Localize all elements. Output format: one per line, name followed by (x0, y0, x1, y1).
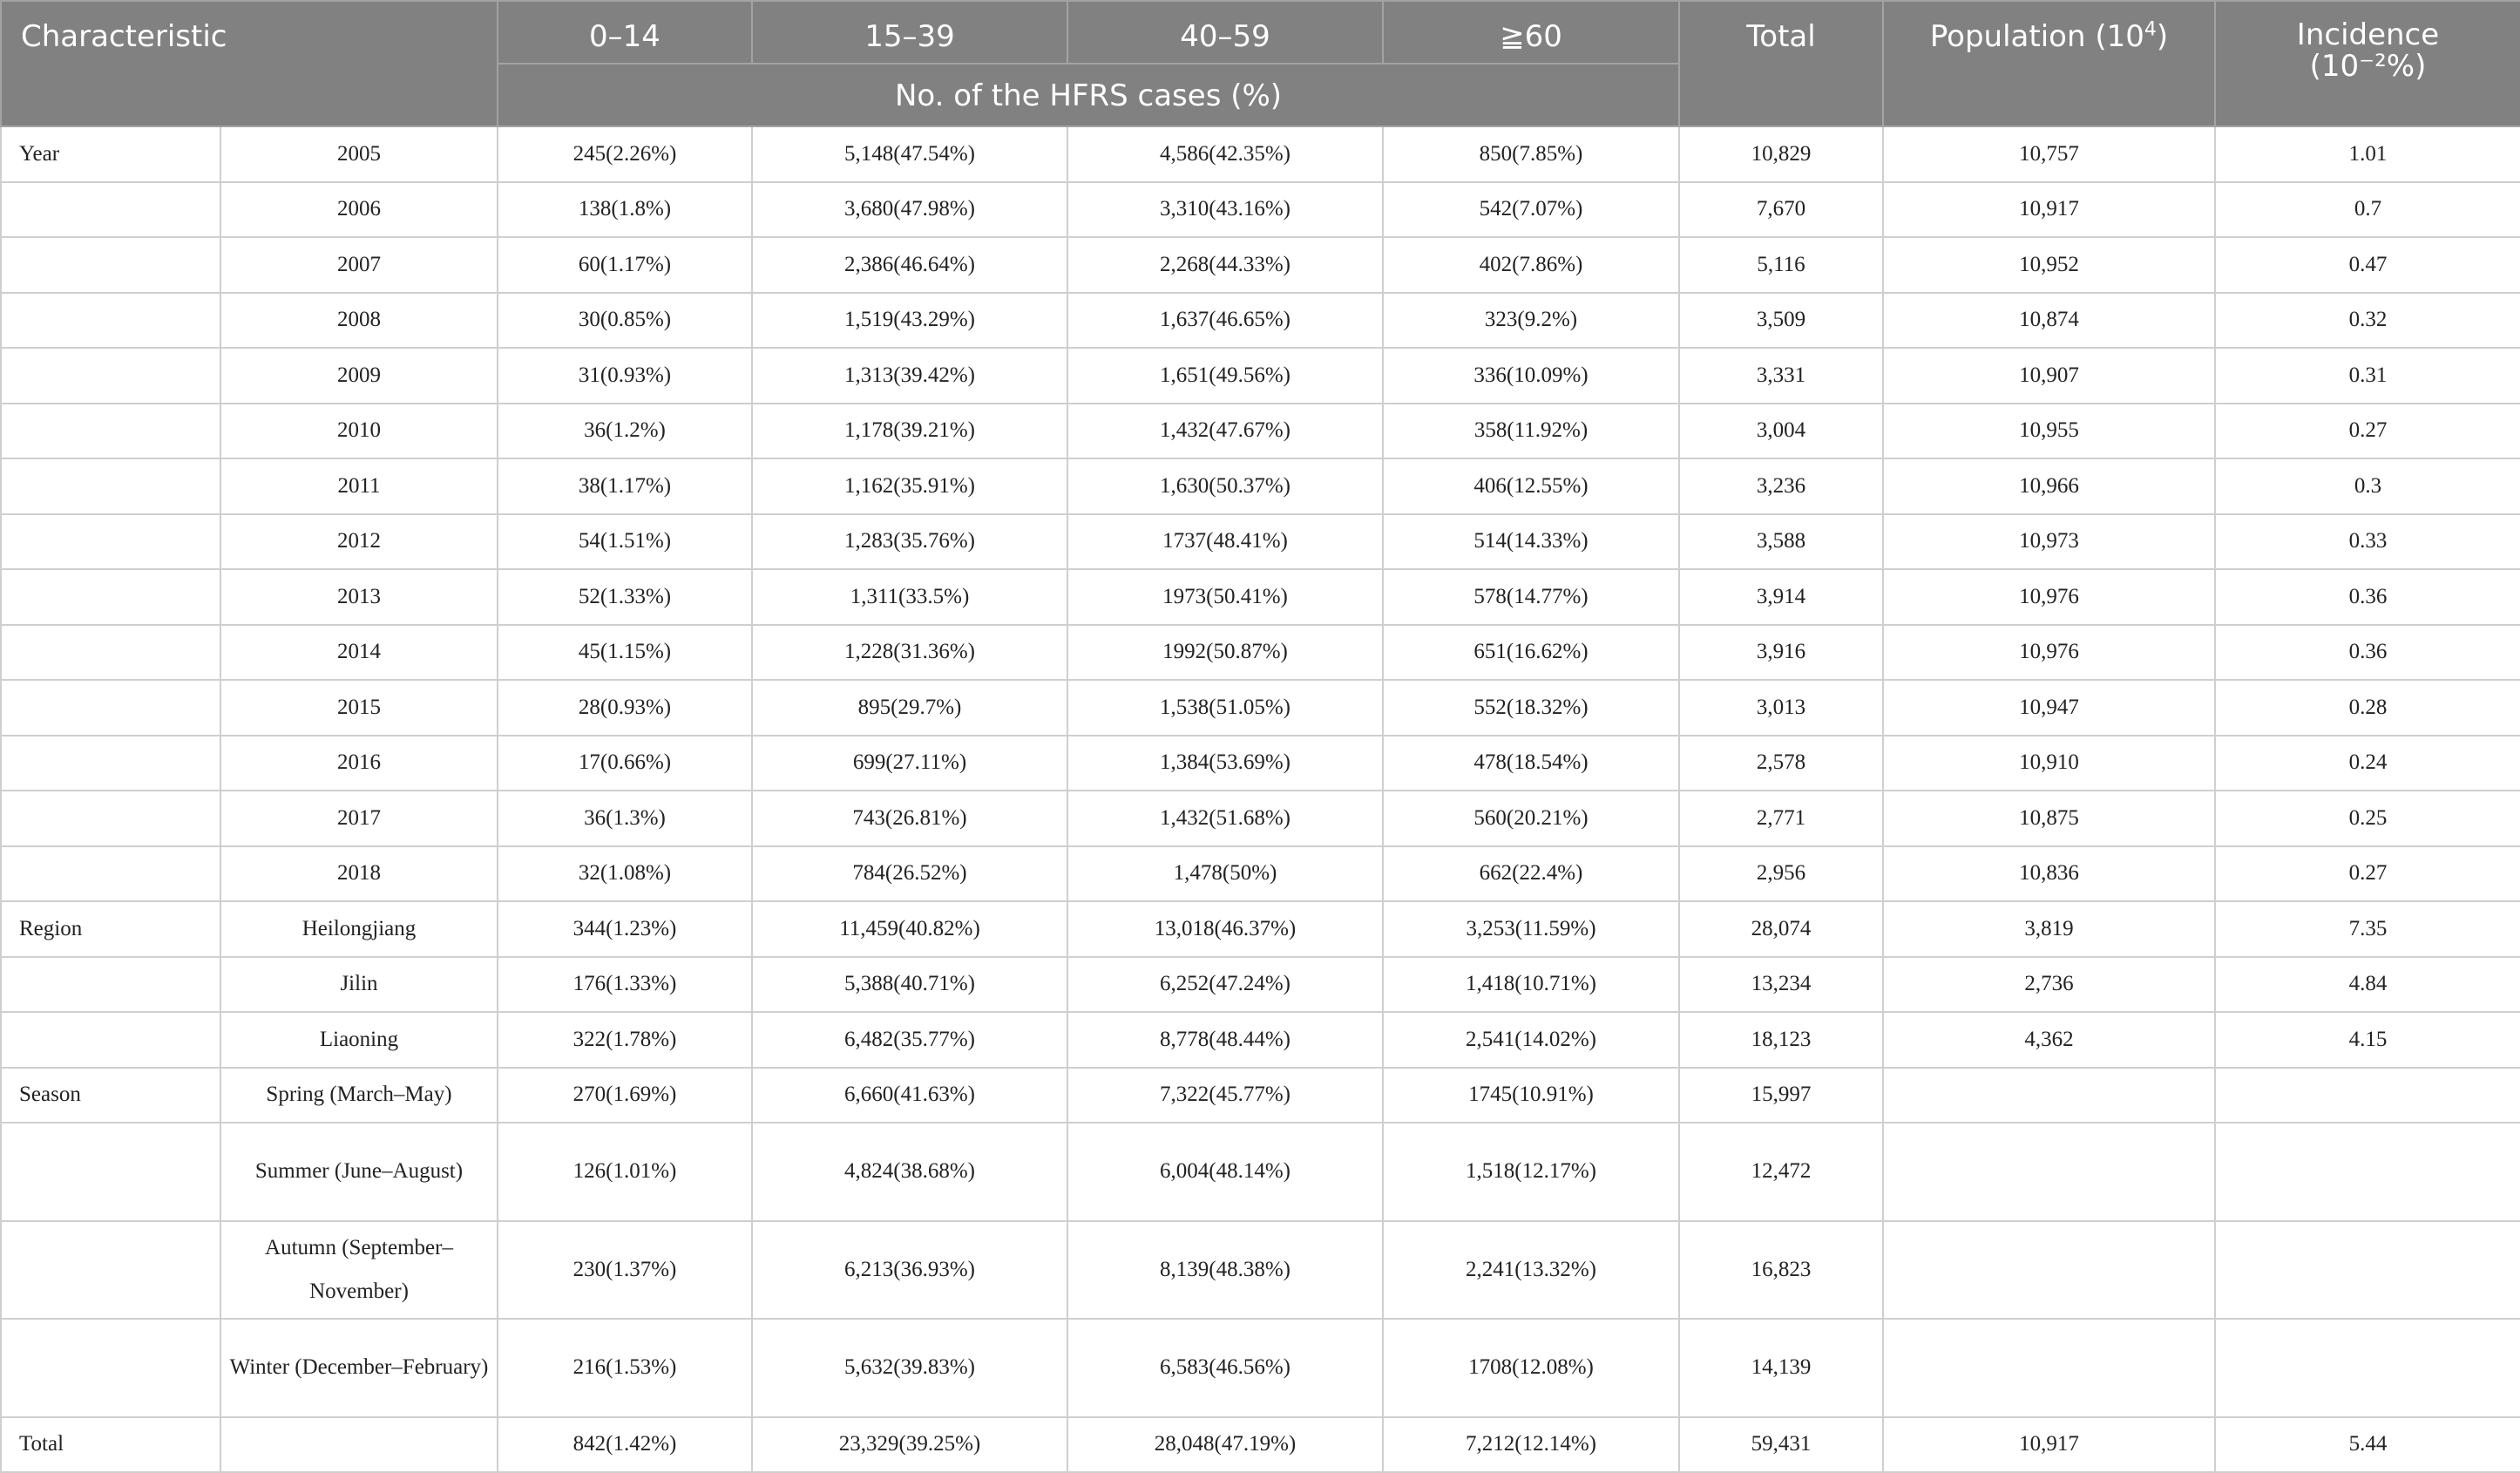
cell-age-0-14: 60(1.17%) (498, 237, 752, 293)
cell-age-40-59: 6,252(47.24%) (1067, 957, 1383, 1013)
cell-age-60-plus: 3,253(11.59%) (1383, 901, 1679, 957)
cell-age-40-59: 8,139(48.38%) (1067, 1221, 1383, 1320)
cell-age-40-59: 1,384(53.69%) (1067, 736, 1383, 791)
cell-population: 10,976 (1883, 569, 2215, 625)
cell-total: 3,914 (1679, 569, 1883, 625)
cell-total: 2,771 (1679, 791, 1883, 846)
header-cases-subheader: No. of the HFRS cases (%) (498, 64, 1679, 126)
cell-age-0-14: 138(1.8%) (498, 182, 752, 238)
cell-age-15-39: 5,388(40.71%) (752, 957, 1067, 1013)
cell-age-15-39: 1,283(35.76%) (752, 514, 1067, 570)
cell-total: 3,236 (1679, 458, 1883, 514)
cell-age-60-plus: 478(18.54%) (1383, 736, 1679, 791)
cell-population: 10,910 (1883, 736, 2215, 791)
row-category-label: Autumn (September–November) (220, 1221, 498, 1320)
cell-age-0-14: 32(1.08%) (498, 846, 752, 902)
header-population-exponent: 4 (2144, 18, 2157, 41)
table-row (1, 293, 2520, 349)
cell-age-15-39: 11,459(40.82%) (752, 901, 1067, 957)
cell-age-40-59: 2,268(44.33%) (1067, 237, 1383, 293)
cell-age-15-39: 895(29.7%) (752, 680, 1067, 736)
cell-total: 10,829 (1679, 126, 1883, 182)
cell-age-15-39: 743(26.81%) (752, 791, 1067, 846)
header-population-text: Population (10 (1929, 19, 2144, 54)
cell-age-60-plus: 336(10.09%) (1383, 348, 1679, 404)
cell-age-60-plus: 2,241(13.32%) (1383, 1221, 1679, 1320)
table-row (1, 458, 2520, 514)
cell-age-60-plus: 850(7.85%) (1383, 126, 1679, 182)
cell-age-0-14: 45(1.15%) (498, 625, 752, 681)
row-group-label (1, 736, 220, 791)
cell-incidence: 0.47 (2215, 237, 2520, 293)
table-row (1, 791, 2520, 846)
cell-total: 14,139 (1679, 1319, 1883, 1417)
cell-age-40-59: 6,583(46.56%) (1067, 1319, 1383, 1417)
cell-age-0-14: 36(1.3%) (498, 791, 752, 846)
cell-age-15-39: 1,519(43.29%) (752, 293, 1067, 349)
cell-incidence: 0.36 (2215, 569, 2520, 625)
cell-age-40-59: 1973(50.41%) (1067, 569, 1383, 625)
cell-age-0-14: 38(1.17%) (498, 458, 752, 514)
row-group-label (1, 293, 220, 349)
cell-age-60-plus: 1,518(12.17%) (1383, 1123, 1679, 1221)
cell-population (1883, 1221, 2215, 1320)
cell-incidence: 0.31 (2215, 348, 2520, 404)
cell-incidence (2215, 1221, 2520, 1320)
cell-total: 16,823 (1679, 1221, 1883, 1320)
cell-incidence: 4.84 (2215, 957, 2520, 1013)
cell-population: 10,874 (1883, 293, 2215, 349)
cell-age-40-59: 1992(50.87%) (1067, 625, 1383, 681)
table-row (1, 736, 2520, 791)
cell-population: 10,947 (1883, 680, 2215, 736)
cell-population: 10,917 (1883, 1417, 2215, 1473)
row-category-label: 2010 (220, 404, 498, 459)
cell-incidence: 7.35 (2215, 901, 2520, 957)
cell-age-15-39: 1,162(35.91%) (752, 458, 1067, 514)
cell-age-0-14: 36(1.2%) (498, 404, 752, 459)
cell-incidence (2215, 1319, 2520, 1417)
row-group-label: Year (1, 126, 220, 182)
table-row (1, 237, 2520, 293)
cell-age-40-59: 1737(48.41%) (1067, 514, 1383, 570)
row-group-label (1, 237, 220, 293)
row-group-label (1, 680, 220, 736)
row-group-label: Region (1, 901, 220, 957)
table-row (1, 404, 2520, 459)
row-group-label (1, 1221, 220, 1320)
cell-age-40-59: 13,018(46.37%) (1067, 901, 1383, 957)
cell-age-40-59: 8,778(48.44%) (1067, 1012, 1383, 1068)
cell-age-15-39: 2,386(46.64%) (752, 237, 1067, 293)
table-row (1, 846, 2520, 902)
cell-age-0-14: 842(1.42%) (498, 1417, 752, 1473)
row-category-label: Spring (March–May) (220, 1068, 498, 1123)
cell-incidence (2215, 1068, 2520, 1123)
cell-age-15-39: 1,178(39.21%) (752, 404, 1067, 459)
cell-incidence: 0.27 (2215, 404, 2520, 459)
cell-age-0-14: 17(0.66%) (498, 736, 752, 791)
cell-age-60-plus: 402(7.86%) (1383, 237, 1679, 293)
row-category-label: Summer (June–August) (220, 1123, 498, 1221)
cell-age-40-59: 1,630(50.37%) (1067, 458, 1383, 514)
cell-age-60-plus: 552(18.32%) (1383, 680, 1679, 736)
row-group-label (1, 846, 220, 902)
cell-age-40-59: 6,004(48.14%) (1067, 1123, 1383, 1221)
cell-total: 7,670 (1679, 182, 1883, 238)
header-age-60-plus: ≧60 (1383, 1, 1679, 64)
table-row (1, 1319, 2520, 1417)
cell-age-0-14: 30(0.85%) (498, 293, 752, 349)
table-row (1, 1417, 2520, 1473)
row-category-label: 2005 (220, 126, 498, 182)
row-category-label: 2009 (220, 348, 498, 404)
cell-population: 10,836 (1883, 846, 2215, 902)
cell-age-0-14: 344(1.23%) (498, 901, 752, 957)
cell-incidence: 5.44 (2215, 1417, 2520, 1473)
header-total: Total (1679, 1, 1883, 126)
cell-incidence: 0.28 (2215, 680, 2520, 736)
table-row (1, 569, 2520, 625)
row-category-label: 2011 (220, 458, 498, 514)
cell-age-40-59: 1,432(51.68%) (1067, 791, 1383, 846)
cell-age-60-plus: 514(14.33%) (1383, 514, 1679, 570)
cell-total: 59,431 (1679, 1417, 1883, 1473)
table-row (1, 957, 2520, 1013)
row-group-label (1, 1319, 220, 1417)
table-row (1, 182, 2520, 238)
row-category-label: Liaoning (220, 1012, 498, 1068)
cell-population: 10,973 (1883, 514, 2215, 570)
cell-population (1883, 1068, 2215, 1123)
table-row (1, 126, 2520, 182)
row-category-label: 2006 (220, 182, 498, 238)
cell-age-0-14: 54(1.51%) (498, 514, 752, 570)
cell-age-60-plus: 7,212(12.14%) (1383, 1417, 1679, 1473)
table-row (1, 625, 2520, 681)
cell-age-60-plus: 651(16.62%) (1383, 625, 1679, 681)
cell-total: 13,234 (1679, 957, 1883, 1013)
row-group-label (1, 404, 220, 459)
cell-total: 5,116 (1679, 237, 1883, 293)
cell-total: 3,509 (1679, 293, 1883, 349)
cell-population: 10,966 (1883, 458, 2215, 514)
row-group-label (1, 957, 220, 1013)
row-group-label (1, 791, 220, 846)
cell-incidence: 0.36 (2215, 625, 2520, 681)
row-category-label: Jilin (220, 957, 498, 1013)
row-category-label: Winter (December–February) (220, 1319, 498, 1417)
cell-total: 28,074 (1679, 901, 1883, 957)
cell-age-40-59: 28,048(47.19%) (1067, 1417, 1383, 1473)
cell-age-0-14: 230(1.37%) (498, 1221, 752, 1320)
table-row (1, 348, 2520, 404)
header-population (1883, 1, 2215, 126)
cell-age-15-39: 3,680(47.98%) (752, 182, 1067, 238)
cell-age-60-plus: 1,418(10.71%) (1383, 957, 1679, 1013)
cell-age-15-39: 6,213(36.93%) (752, 1221, 1067, 1320)
cell-age-15-39: 784(26.52%) (752, 846, 1067, 902)
cell-total: 2,956 (1679, 846, 1883, 902)
cell-age-60-plus: 2,541(14.02%) (1383, 1012, 1679, 1068)
cell-population: 10,907 (1883, 348, 2215, 404)
row-group-label (1, 458, 220, 514)
cell-age-40-59: 1,651(49.56%) (1067, 348, 1383, 404)
cell-age-60-plus: 560(20.21%) (1383, 791, 1679, 846)
cell-age-15-39: 699(27.11%) (752, 736, 1067, 791)
cell-age-40-59: 4,586(42.35%) (1067, 126, 1383, 182)
row-category-label (220, 1417, 498, 1473)
cell-age-40-59: 1,478(50%) (1067, 846, 1383, 902)
cell-age-0-14: 28(0.93%) (498, 680, 752, 736)
row-group-label (1, 514, 220, 570)
table-row (1, 1123, 2520, 1221)
table-body (1, 126, 2520, 1472)
row-category-label: 2017 (220, 791, 498, 846)
cell-population: 10,757 (1883, 126, 2215, 182)
cell-incidence: 0.24 (2215, 736, 2520, 791)
row-category-label: 2018 (220, 846, 498, 902)
cell-total: 3,004 (1679, 404, 1883, 459)
cell-incidence: 0.27 (2215, 846, 2520, 902)
table-row (1, 901, 2520, 957)
table-row (1, 1012, 2520, 1068)
cell-population: 3,819 (1883, 901, 2215, 957)
row-group-label (1, 182, 220, 238)
header-age-40-59: 40–59 (1067, 1, 1383, 64)
cell-total: 12,472 (1679, 1123, 1883, 1221)
row-category-label: 2007 (220, 237, 498, 293)
cell-total: 2,578 (1679, 736, 1883, 791)
cell-age-0-14: 322(1.78%) (498, 1012, 752, 1068)
cell-total: 3,588 (1679, 514, 1883, 570)
cell-age-40-59: 7,322(45.77%) (1067, 1068, 1383, 1123)
table-row (1, 1221, 2520, 1320)
table-row (1, 680, 2520, 736)
cell-incidence: 0.25 (2215, 791, 2520, 846)
row-group-label (1, 569, 220, 625)
cell-age-0-14: 245(2.26%) (498, 126, 752, 182)
table-row (1, 514, 2520, 570)
cell-age-60-plus: 323(9.2%) (1383, 293, 1679, 349)
cell-age-60-plus: 1745(10.91%) (1383, 1068, 1679, 1123)
cell-age-15-39: 23,329(39.25%) (752, 1417, 1067, 1473)
cell-incidence: 0.33 (2215, 514, 2520, 570)
cell-age-0-14: 126(1.01%) (498, 1123, 752, 1221)
cell-age-60-plus: 358(11.92%) (1383, 404, 1679, 459)
cell-total: 3,916 (1679, 625, 1883, 681)
header-incidence-line2: (10⁻²%) (2309, 49, 2427, 84)
cell-age-0-14: 31(0.93%) (498, 348, 752, 404)
cell-age-15-39: 5,632(39.83%) (752, 1319, 1067, 1417)
header-population-close: ) (2156, 19, 2169, 54)
row-category-label: 2014 (220, 625, 498, 681)
row-category-label: 2013 (220, 569, 498, 625)
cell-incidence: 0.3 (2215, 458, 2520, 514)
row-group-label (1, 348, 220, 404)
cell-age-0-14: 52(1.33%) (498, 569, 752, 625)
cell-age-60-plus: 1708(12.08%) (1383, 1319, 1679, 1417)
cell-total: 15,997 (1679, 1068, 1883, 1123)
cell-total: 3,331 (1679, 348, 1883, 404)
cell-population: 10,917 (1883, 182, 2215, 238)
cell-incidence: 4.15 (2215, 1012, 2520, 1068)
cell-population: 10,955 (1883, 404, 2215, 459)
row-category-label: 2015 (220, 680, 498, 736)
cell-total: 18,123 (1679, 1012, 1883, 1068)
cell-age-60-plus: 578(14.77%) (1383, 569, 1679, 625)
cell-age-15-39: 1,313(39.42%) (752, 348, 1067, 404)
cell-population: 10,875 (1883, 791, 2215, 846)
table-row (1, 1068, 2520, 1123)
cell-age-15-39: 5,148(47.54%) (752, 126, 1067, 182)
cell-population: 4,362 (1883, 1012, 2215, 1068)
cell-population (1883, 1123, 2215, 1221)
cell-population (1883, 1319, 2215, 1417)
cell-age-60-plus: 542(7.07%) (1383, 182, 1679, 238)
cell-age-40-59: 1,538(51.05%) (1067, 680, 1383, 736)
cell-incidence: 1.01 (2215, 126, 2520, 182)
cell-incidence: 0.7 (2215, 182, 2520, 238)
cell-age-0-14: 176(1.33%) (498, 957, 752, 1013)
row-group-label (1, 1012, 220, 1068)
cell-age-40-59: 1,637(46.65%) (1067, 293, 1383, 349)
cell-population: 2,736 (1883, 957, 2215, 1013)
header-incidence (2215, 1, 2520, 126)
header-age-15-39: 15–39 (752, 1, 1067, 64)
cell-incidence (2215, 1123, 2520, 1221)
cell-age-40-59: 3,310(43.16%) (1067, 182, 1383, 238)
header-age-0-14: 0–14 (498, 1, 752, 64)
cell-population: 10,976 (1883, 625, 2215, 681)
cell-incidence: 0.32 (2215, 293, 2520, 349)
cell-age-15-39: 4,824(38.68%) (752, 1123, 1067, 1221)
cell-age-15-39: 6,660(41.63%) (752, 1068, 1067, 1123)
cell-age-40-59: 1,432(47.67%) (1067, 404, 1383, 459)
table-header (1, 1, 2520, 126)
cell-age-15-39: 1,228(31.36%) (752, 625, 1067, 681)
row-category-label: 2016 (220, 736, 498, 791)
cell-age-0-14: 216(1.53%) (498, 1319, 752, 1417)
cell-age-15-39: 1,311(33.5%) (752, 569, 1067, 625)
cell-age-60-plus: 406(12.55%) (1383, 458, 1679, 514)
cell-population: 10,952 (1883, 237, 2215, 293)
header-characteristic: Characteristic (1, 1, 498, 126)
row-group-label: Season (1, 1068, 220, 1123)
cell-total: 3,013 (1679, 680, 1883, 736)
row-group-label (1, 625, 220, 681)
row-group-label: Total (1, 1417, 220, 1473)
row-category-label: 2008 (220, 293, 498, 349)
header-incidence-line1: Incidence (2296, 17, 2440, 52)
row-group-label (1, 1123, 220, 1221)
cell-age-15-39: 6,482(35.77%) (752, 1012, 1067, 1068)
row-category-label: Heilongjiang (220, 901, 498, 957)
cell-age-60-plus: 662(22.4%) (1383, 846, 1679, 902)
row-category-label: 2012 (220, 514, 498, 570)
cell-age-0-14: 270(1.69%) (498, 1068, 752, 1123)
